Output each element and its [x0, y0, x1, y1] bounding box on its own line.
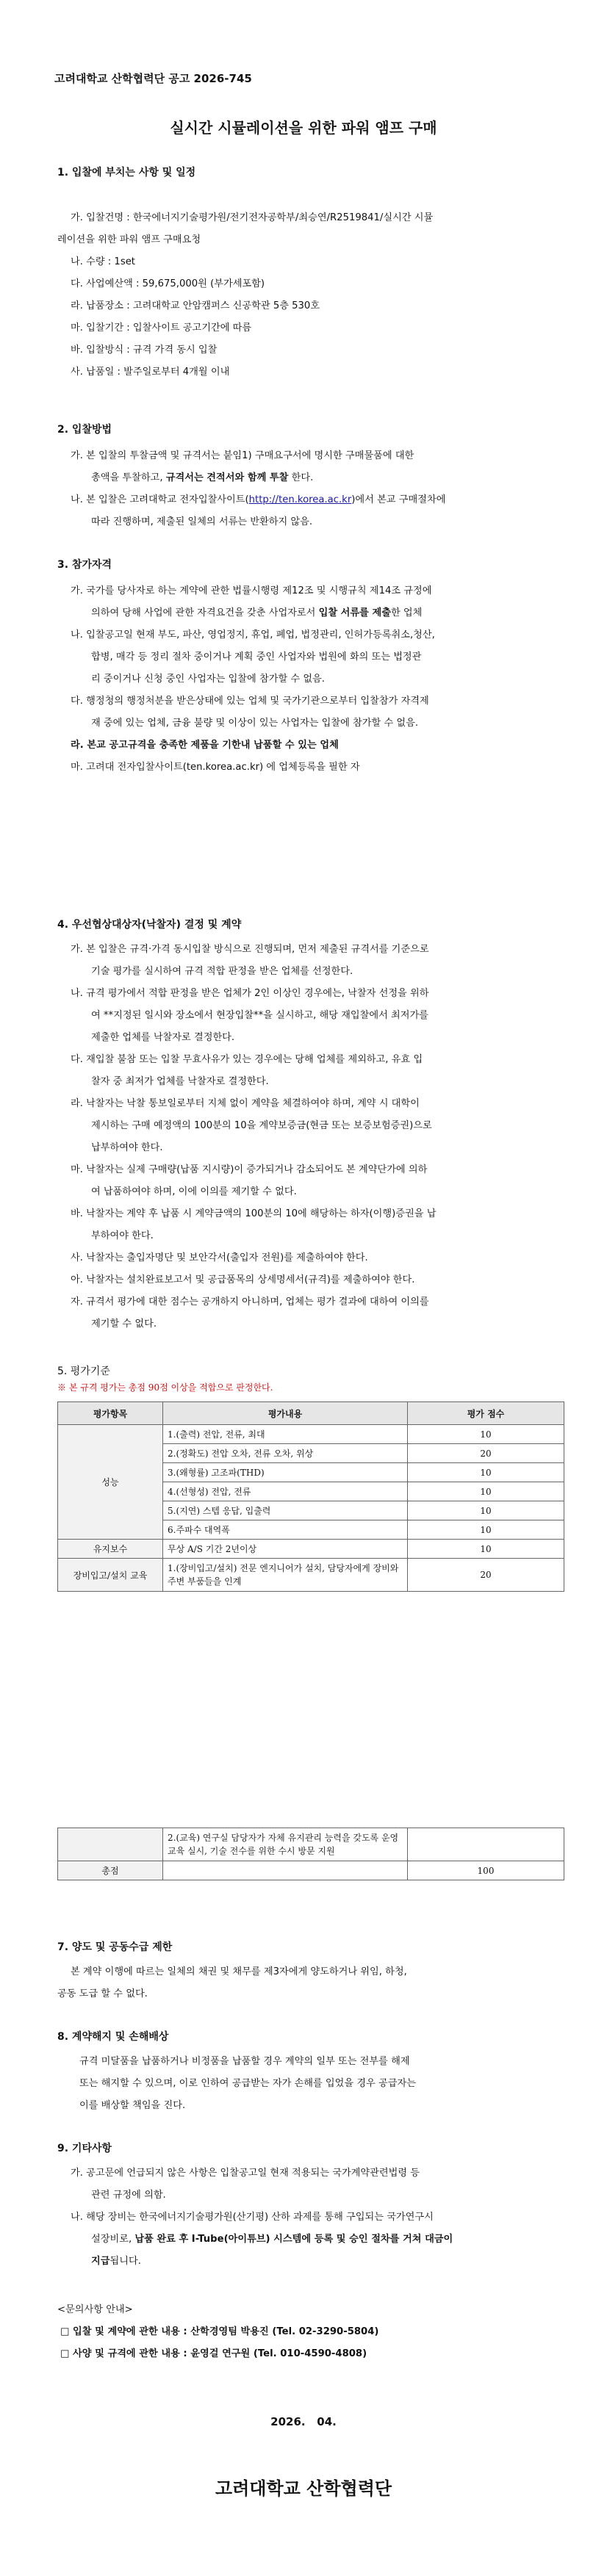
s4-item-ra-cont1: 제시하는 구매 예정액의 100분의 10을 계약보증금(현금 또는 보증보험증권)으로: [91, 1120, 432, 1131]
row-score: 10: [408, 1463, 564, 1482]
s9-na-bold-2: 지급: [91, 2256, 110, 2267]
col-item: 평가항목: [58, 1402, 163, 1425]
performance-cell: 성능: [58, 1425, 163, 1540]
row-score: [408, 1828, 564, 1861]
s1-item-na: 나. 수량 : 1set: [71, 256, 135, 267]
s4-item-ja-cont: 제기할 수 없다.: [91, 1318, 157, 1330]
s4-item-ja: 자. 규격서 평가에 대한 점수는 공개하지 아니하며, 업체는 평가 결과에 대하여 이의를: [71, 1296, 429, 1307]
maintenance-cell: 유지보수: [58, 1540, 163, 1559]
row-content: 5.(지연) 스텝 응답, 입출력: [163, 1501, 408, 1520]
section-7-heading: 7. 양도 및 공동수급 제한: [57, 1941, 173, 1953]
row-score: 10: [408, 1520, 564, 1540]
col-content: 평가내용: [163, 1402, 408, 1425]
s2-text: 총액을 투찰하고,: [91, 472, 166, 483]
evaluation-table-continued: [57, 1828, 564, 1880]
section-4-heading: 4. 우선협상대상자(낙찰자) 결정 및 계약: [57, 919, 242, 931]
page-title: 실시간 시뮬레이션을 위한 파워 앰프 구매: [170, 119, 437, 137]
table-row: [58, 1828, 564, 1861]
s3-ga-bold: 입찰 서류를 제출: [318, 607, 391, 618]
row-score: 10: [408, 1425, 564, 1444]
s4-item-ga: 가. 본 입찰은 규격·가격 동시입찰 방식으로 진행되며, 먼저 제출된 규격서를 기준으로: [71, 944, 429, 955]
bid-site-link[interactable]: http://ten.korea.ac.kr: [248, 494, 352, 505]
s3-item-na-cont1: 합병, 매각 등 정리 절차 중이거나 계획 중인 사업자와 법원에 화의 또는 법정관: [91, 652, 422, 663]
col-score: 평가 점수: [408, 1402, 564, 1425]
s3-item-na: 나. 입찰공고일 현재 부도, 파산, 영업정지, 휴업, 폐업, 법정관리, 인허가등록취소,청산,: [71, 629, 435, 641]
section-5-heading: 5. 평가기준: [57, 1365, 110, 1377]
section-8-heading: 8. 계약해지 및 손해배상: [57, 2031, 169, 2043]
s2-bold: 규격서는 견적서와 함께 투찰: [165, 472, 289, 483]
training-cell: 장비입고/설치 교육: [58, 1559, 163, 1592]
section-2-heading: 2. 입찰방법: [57, 424, 112, 436]
s4-item-da-cont: 찰자 중 최저가 업체를 낙찰자로 결정한다.: [91, 1076, 269, 1087]
s9-na-bold: 납품 완료 후 I-Tube(아이튜브) 시스템에 등록 및 승인 절차를 거쳐 대금이: [134, 2234, 453, 2245]
row-score: 10: [408, 1482, 564, 1501]
total-row: [58, 1861, 564, 1880]
s3-item-ra: 라. 본교 공고규격을 충족한 제품을 기한내 납품할 수 있는 업체: [71, 740, 339, 751]
training-cell-cont: [58, 1828, 163, 1861]
row-content: 4.(선형성) 전압, 전류: [163, 1482, 408, 1501]
s3-ga-text: 의하여 당해 사업에 관한 자격요건을 갖춘 사업자로서: [91, 607, 319, 618]
section-3-heading: 3. 참가자격: [57, 559, 112, 571]
s2-item-na-cont: 따라 진행하며, 제출된 일체의 서류는 반환하지 않음.: [91, 516, 313, 527]
s4-item-ma-cont: 여 납품하여야 하며, 이에 이의를 제기할 수 없다.: [91, 1186, 297, 1197]
contact-line-2: □ 사양 및 규격에 관한 내용 : 윤영걸 연구원 (Tel. 010-4590-4808): [60, 2348, 367, 2359]
table-row: [58, 1540, 564, 1559]
s8-line-2: 또는 해지할 수 있으며, 이로 인하여 공급받는 자가 손해를 입었을 경우 공급자는: [79, 2078, 416, 2089]
s4-item-na: 나. 규격 평가에서 적합 판정을 받은 업체가 2인 이상인 경우에는, 낙찰자 선정을 위하: [71, 988, 429, 999]
s2-text-end: 한다.: [288, 472, 314, 483]
s7-line-2: 공동 도급 할 수 없다.: [57, 1988, 148, 1999]
s3-item-da-cont: 재 중에 있는 업체, 금융 불량 및 이상이 있는 사업자는 입찰에 참가할 수 없음.: [91, 718, 419, 729]
contact-line-1: □ 입찰 및 계약에 관한 내용 : 산학경영팀 박용진 (Tel. 02-3290-5804): [60, 2326, 379, 2337]
s9-item-na: 나. 해당 장비는 한국에너지기술평가원(산기평) 산하 과제를 통해 구입되는 국가연구시: [71, 2212, 434, 2223]
table-header-row: [58, 1402, 564, 1425]
s4-item-ba-cont: 부하여야 한다.: [91, 1230, 154, 1241]
evaluation-note: ※ 본 규격 평가는 총점 90점 이상을 적합으로 판정한다.: [57, 1382, 273, 1393]
row-content: 1.(출력) 전압, 전류, 최대: [163, 1425, 408, 1444]
row-content: 6.주파수 대역폭: [163, 1520, 408, 1540]
s4-item-da: 다. 재입찰 불참 또는 입찰 무효사유가 있는 경우에는 당해 업체를 제외하고, 유효 입: [71, 1054, 423, 1065]
s2-na-text: 나. 본 입찰은 고려대학교 전자입찰사이트(: [71, 494, 249, 505]
s2-item-na: [71, 489, 564, 511]
s1-item-sa: 사. 납품일 : 발주일로부터 4개월 이내: [71, 367, 230, 378]
s2-na-text-end: )에서 본교 구매절차에: [351, 494, 446, 505]
total-label: 총점: [58, 1861, 163, 1880]
evaluation-table: [57, 1401, 564, 1592]
s3-item-ga-cont: [91, 602, 564, 624]
s2-item-ga: 가. 본 입찰의 투찰금액 및 규격서는 붙임1) 구매요구서에 명시한 구매물품에 대한: [71, 450, 414, 461]
s2-item-ga-cont: [91, 467, 564, 489]
s4-item-ga-cont: 기술 평가를 실시하여 규격 적합 판정을 받은 업체를 선정한다.: [91, 966, 353, 977]
s4-item-ra-cont2: 납부하여야 한다.: [91, 1142, 163, 1153]
row-content: 3.(왜형률) 고조파(THD): [163, 1463, 408, 1482]
s4-item-ba: 바. 낙찰자는 계약 후 납품 시 계약금액의 100분의 10에 해당하는 하자(이행)증권을 납: [71, 1208, 437, 1219]
s9-item-ga-cont: 관련 규정에 의함.: [91, 2190, 166, 2201]
s3-item-na-cont2: 리 중이거나 신청 중인 사업자는 입찰에 참가할 수 없음.: [91, 674, 325, 685]
notice-date: 2026. 04.: [270, 2415, 337, 2428]
row-content: 2.(교육) 연구실 담당자가 자체 유지관리 능력을 갖도록 운영교육 실시, 기술 전수를 위한 수시 방문 지원: [163, 1828, 408, 1861]
s4-item-a: 아. 낙찰자는 설치완료보고서 및 공급품목의 상세명세서(규격)를 제출하여야 한다.: [71, 1274, 415, 1285]
s9-item-na-cont1: [91, 2229, 564, 2251]
s3-item-da: 다. 행정청의 행정처분을 받은상태에 있는 업체 및 국가기관으로부터 입찰참가 자격제: [71, 696, 429, 707]
s8-line-3: 이를 배상할 책임을 진다.: [79, 2100, 186, 2111]
s4-item-ra: 라. 낙찰자는 낙찰 통보일로부터 지체 없이 계약을 체결하여야 하며, 계약 시 대학이: [71, 1098, 420, 1109]
s1-item-ra: 라. 납품장소 : 고려대학교 안암캠퍼스 신공학관 5층 530호: [71, 300, 320, 311]
s7-line-1: 본 계약 이행에 따르는 일체의 채권 및 채무를 제3자에게 양도하거나 위임, 하청,: [71, 1966, 407, 1977]
s9-item-na-cont2: [91, 2251, 564, 2273]
section-1-heading: 1. 입찰에 부치는 사항 및 일정: [57, 167, 196, 178]
s1-item-da: 다. 사업예산액 : 59,675,000원 (부가세포함): [71, 278, 265, 289]
organization-name: 고려대학교 산학협력단: [215, 2478, 392, 2499]
table-row: [58, 1559, 564, 1592]
section-9-heading: 9. 기타사항: [57, 2143, 112, 2154]
s9-na-end: 됩니다.: [109, 2256, 141, 2267]
total-content: [163, 1861, 408, 1880]
s4-item-na-cont2: 제출한 업체를 낙찰자로 결정한다.: [91, 1032, 235, 1043]
s4-item-ma: 마. 낙찰자는 실제 구매량(납품 지시량)이 증가되거나 감소되어도 본 계약단가에 의하: [71, 1164, 428, 1175]
s9-item-ga: 가. 공고문에 언급되지 않은 사항은 입찰공고일 현재 적용되는 국가계약관련법령 등: [71, 2168, 420, 2179]
row-content: 1.(장비입고/설치) 전문 엔지니어가 설치, 담당자에게 장비와 주변 부품들을 인계: [163, 1559, 408, 1592]
s9-na-text: 설장비로,: [91, 2234, 135, 2245]
s3-ga-end: 한 업체: [390, 607, 423, 618]
notice-number: 고려대학교 산학협력단 공고 2026-745: [54, 72, 252, 85]
row-content: 2.(정확도) 전압 오차, 전류 오차, 위상: [163, 1444, 408, 1463]
row-score: 10: [408, 1501, 564, 1520]
row-score: 20: [408, 1559, 564, 1592]
s4-item-na-cont1: 여 **지정된 일시와 장소에서 현장입찰**을 실시하고, 해당 재입찰에서 최저가를: [91, 1010, 429, 1021]
s4-item-sa: 사. 낙찰자는 출입자명단 및 보안각서(출입자 전원)를 제출하여야 한다.: [71, 1252, 368, 1263]
s1-item-ba: 바. 입찰방식 : 규격 가격 동시 입찰: [71, 344, 218, 356]
row-score: 10: [408, 1540, 564, 1559]
s1-item-ga: 가. 입찰건명 : 한국에너지기술평가원/전기전자공학부/최승연/R2519841/실시간 시뮬: [71, 212, 434, 223]
total-score: 100: [408, 1861, 564, 1880]
table-row: [58, 1425, 564, 1444]
contact-heading: <문의사항 안내>: [57, 2304, 133, 2315]
row-score: 20: [408, 1444, 564, 1463]
s1-item-ga-cont: 레이션을 위한 파워 앰프 구매요청: [57, 234, 201, 245]
row-content: 무상 A/S 기간 2년이상: [163, 1540, 408, 1559]
s3-item-ga: 가. 국가를 당사자로 하는 계약에 관한 법률시행령 제12조 및 시행규칙 제14조 규정에: [71, 585, 432, 596]
s3-item-ma: 마. 고려대 전자입찰사이트(ten.korea.ac.kr) 에 업체등록을 필한 자: [71, 762, 360, 773]
s8-line-1: 규격 미달품을 납품하거나 비정품을 납품할 경우 계약의 일부 또는 전부를 해제: [79, 2056, 410, 2067]
s1-item-ma: 마. 입찰기간 : 입찰사이트 공고기간에 따름: [71, 322, 252, 333]
